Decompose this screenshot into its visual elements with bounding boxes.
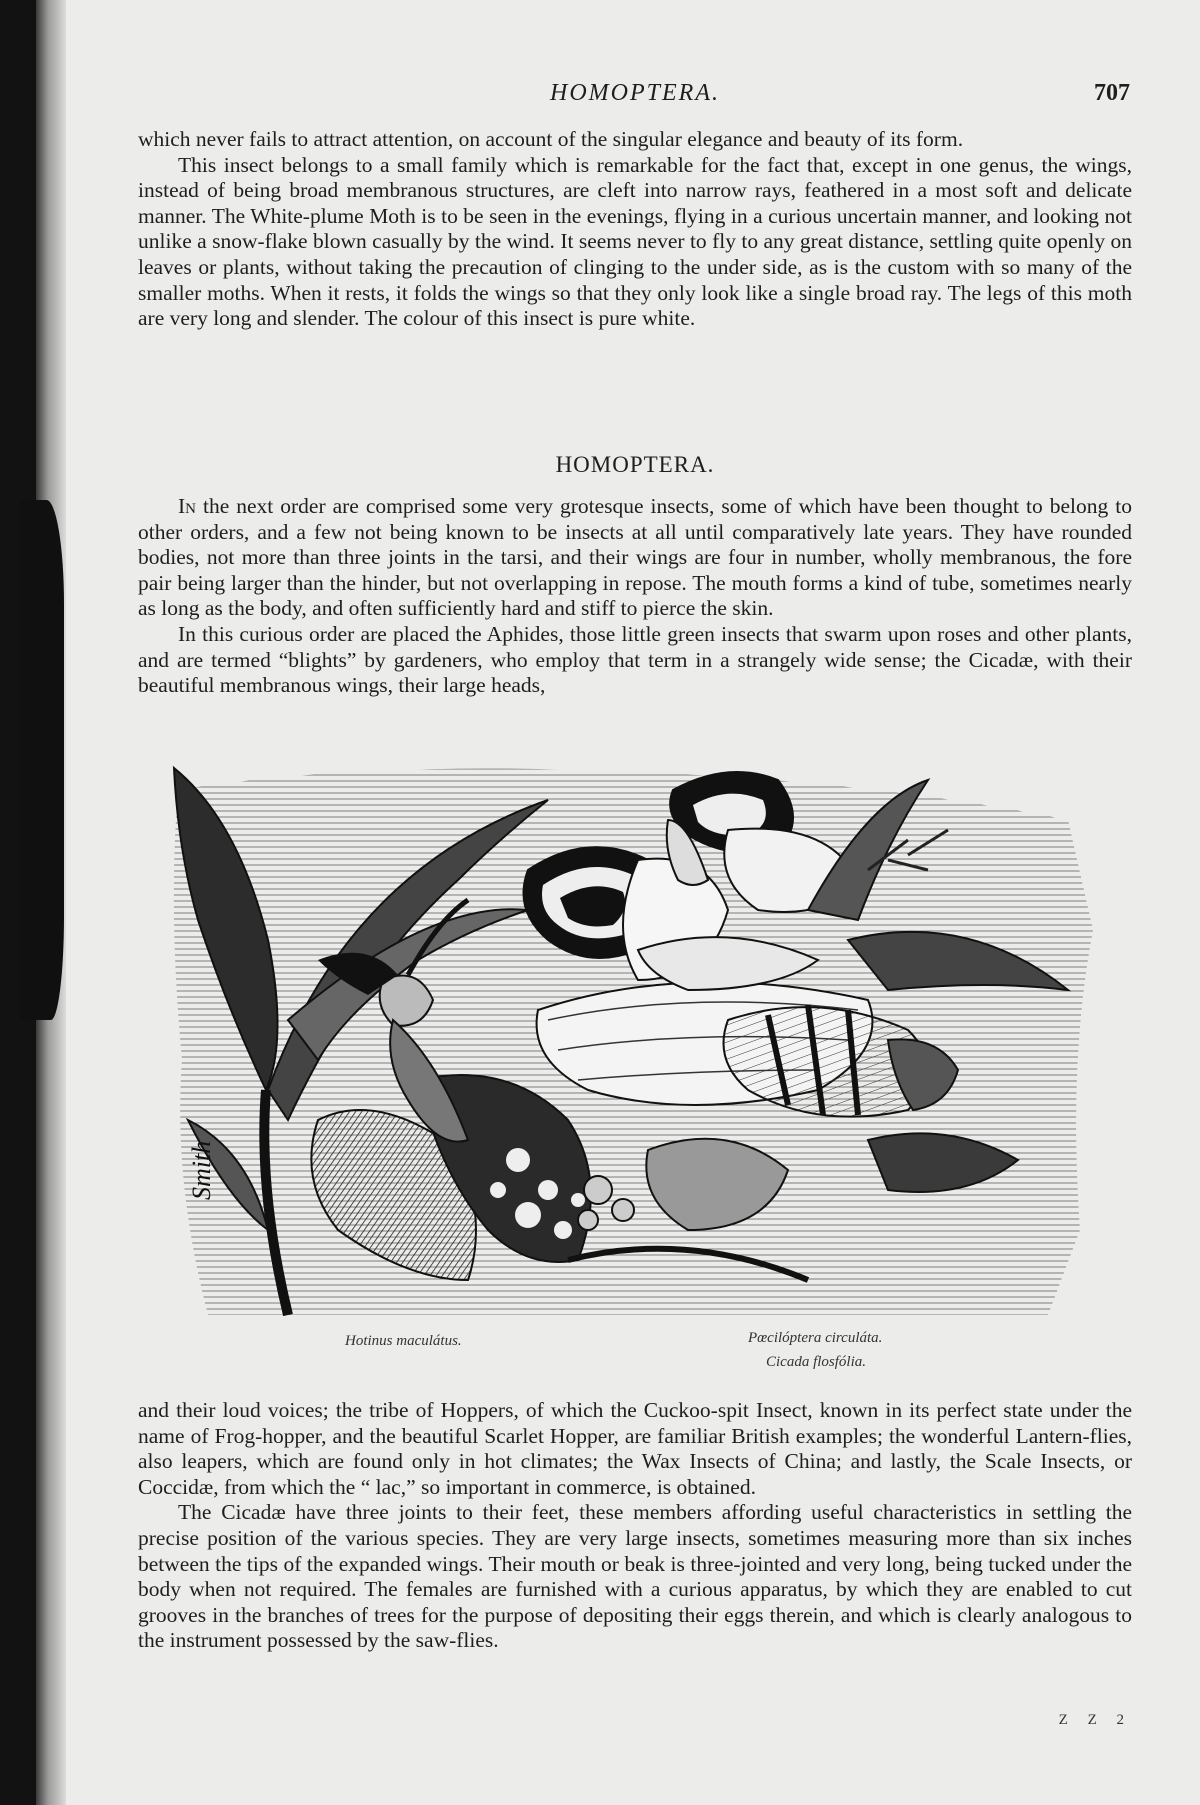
section-heading: HOMOPTERA. [555, 452, 715, 477]
caption-hotinus: Hotinus maculátus. [345, 1333, 462, 1349]
paragraph-hoppers: and their loud voices; the tribe of Hoppers, of which the Cuckoo-spit Insect, known in its perfect state under the name of Frog-hopper, and the beautiful Scarlet Hopper, are familiar British examples; the wonderful Lantern-flies, also leapers, which are found only in hot climates; the Wax Insects of China; and lastly, the Scale Insects, or Coccidæ, from which the “ lac,” so important in commerce, is obtained. [138, 1398, 1132, 1499]
text-block-middle [138, 494, 1132, 699]
engraving-illustration [168, 760, 1102, 1320]
text-block-top [138, 127, 1132, 332]
caption-cicada: Cicada flosfólia. [766, 1354, 867, 1370]
text-block-bottom [138, 1398, 1132, 1654]
torn-edge [20, 500, 64, 1020]
page-number: 707 [1094, 80, 1130, 106]
paragraph-order-intro-text: the next order are comprised some very grotesque insects, some of which have been thought to belong to other orders, and a few not being known to be insects at all until comparatively late years. They have rounded bodies, not more than three joints in the tarsi, and their wings are four in number, wholly membranous, the fore pair being larger than the hinder, but not overlapping in repose. The mouth forms a kind of tube, sometimes nearly as long as the body, and often sufficiently hard and stiff to pierce the skin. [138, 494, 1132, 621]
running-title: HOMOPTERA. [550, 80, 720, 106]
paragraph-order-intro [138, 494, 1132, 622]
drop-word: In [178, 494, 196, 518]
paragraph-aphides: In this curious order are placed the Aphides, those little green insects that swarm upon roses and other plants, and are termed “blights” by gardeners, who employ that term in a strangely wide sense; the Cicadæ, with their beautiful membranous wings, their large heads, [138, 621, 1132, 698]
engraving-svg [168, 760, 1102, 1320]
paragraph-plume-moth: This insect belongs to a small family which is remarkable for the fact that, except in one genus, the wings, instead of being broad membranous structures, are cleft into narrow rays, feathered in a most soft and delicate manner. The White-plume Moth is to be seen in the evenings, flying in a curious uncertain manner, and looking not unlike a snow-flake blown casually by the wind. It seems never to fly to any great distance, settling quite openly on leaves or plants, without taking the precaution of clinging to the under side, as is the custom with so many of the smaller moths. When it rests, it folds the wings so that they only look like a single broad ray. The legs of this moth are very long and slender. The colour of this insect is pure white. [138, 152, 1132, 331]
paragraph-cicadae: The Cicadæ have three joints to their feet, these members affording useful characteristics in settling the precise position of the various species. They are very large insects, sometimes measuring more than six inches between the tips of the expanded wings. Their mouth or beak is three-jointed and very long, being tucked under the body when not required. The females are furnished with a curious apparatus, by which they are enabled to cut grooves in the branches of trees for the purpose of depositing their eggs therein, and which is clearly analogous to the instrument possessed by the saw-flies. [138, 1500, 1132, 1653]
caption-poeciloptera: Pœcilóptera circuláta. [748, 1330, 883, 1346]
printer-signature-mark: Z Z 2 [1058, 1712, 1132, 1728]
running-head [140, 80, 1130, 114]
artist-signature: Smith [187, 1140, 216, 1200]
paragraph-continuation: which never fails to attract attention, on account of the singular elegance and beauty of its form. [138, 127, 964, 151]
